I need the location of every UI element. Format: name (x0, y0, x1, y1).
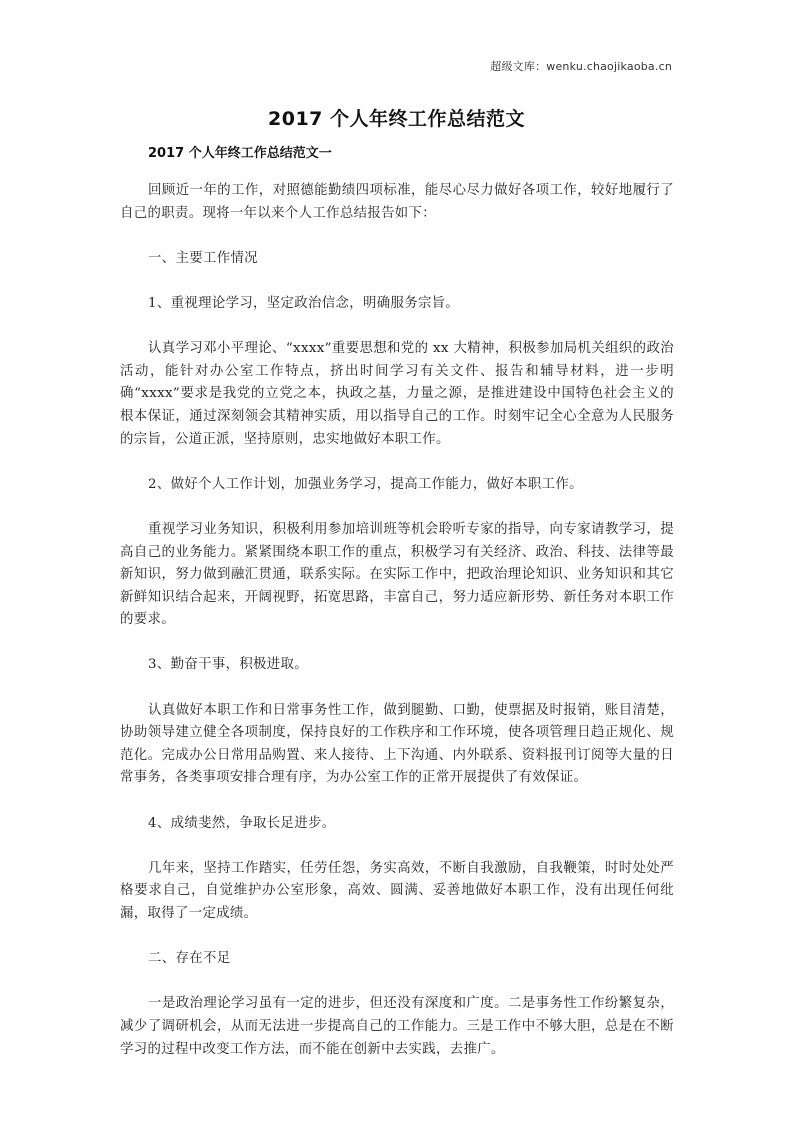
spacer (120, 677, 674, 700)
section-2-body: 一是政治理论学习虽有一定的进步，但还没有深度和广度。二是事务性工作纷繁复杂，减少了调研机会，从而无法进一步提高自己的工作能力。三是工作中不够大胆，总是在不断学习的过程中改变工作方法，而不能在创新中去实践，去推广。 (120, 996, 674, 1057)
document-body (120, 180, 674, 1061)
section-2-heading: 二、存在不足 (148, 951, 231, 967)
item-4-heading: 4、成绩斐然，争取长足进步。 (148, 815, 336, 831)
document-title: 2017 个人年终工作总结范文 (268, 108, 525, 130)
section-1-heading: 一、主要工作情况 (148, 250, 258, 266)
spacer (120, 790, 674, 813)
spacer (120, 971, 674, 994)
item-4-body: 几年来，坚持工作踏实，任劳任怨，务实高效，不断自我激励，自我鞭策，时时处处严格要求自己，自觉维护办公室形象，高效、圆满、妥善地做好本职工作，没有出现任何纰漏，取得了一定成绩。 (120, 860, 674, 921)
item-1-body: 认真学习邓小平理论、“xxxx”重要思想和党的 xx 大精神，积极参加局机关组织的政治活动，能针对办公室工作特点，挤出时间学习有关文件、报告和辅导材料，进一步明确“xxxx”要求是我党的立党之本，执政之基，力量之源，是推进建设中国特色社会主义的根本保证，通过深刻领会其精神实质，用以指导自己的工作。时刻牢记全心全意为人民服务的宗旨，公道正派，坚持原则，忠实地做好本职工作。 (120, 341, 674, 447)
item-3-body: 认真做好本职工作和日常事务性工作，做到腿勤、口勤，使票据及时报销，账目清楚，协助领导建立健全各项制度，保持良好的工作秩序和工作环境，使各项管理日趋正规化、规范化。完成办公日常用品购置、来人接待、上下沟通、内外联系、资料报刊订阅等大量的日常事务，各类事项安排合理有序，为办公室工作的正常开展提供了有效保证。 (120, 702, 674, 786)
item-3-heading: 3、勤奋干事，积极进取。 (148, 657, 309, 673)
spacer (120, 270, 674, 293)
spacer (120, 835, 674, 858)
item-2-heading: 2、做好个人工作计划，加强业务学习，提高工作能力，做好本职工作。 (148, 476, 583, 492)
intro-paragraph: 回顾近一年的工作，对照德能勤绩四项标准，能尽心尽力做好各项工作，较好地履行了自己的职责。现将一年以来个人工作总结报告如下： (120, 183, 674, 221)
item-2-body: 重视学习业务知识，积极利用参加培训班等机会聆听专家的指导，向专家请教学习，提高自己的业务能力。紧紧围绕本职工作的重点，积极学习有关经济、政治、科技、法律等最新知识，努力做到融汇贯通，联系实际。在实际工作中，把政治理论知识、业务知识和其它新鲜知识结合起来，开阔视野，拓宽思路，丰富自己，努力适应新形势、新任务对本职工作的要求。 (120, 521, 674, 628)
document-subtitle: 2017 个人年终工作总结范文一 (148, 146, 332, 161)
spacer (120, 451, 674, 474)
spacer (120, 926, 674, 949)
spacer (120, 316, 674, 339)
spacer (120, 225, 674, 248)
item-1-heading: 1、重视理论学习，坚定政治信念，明确服务宗旨。 (148, 295, 460, 311)
spacer (120, 496, 674, 519)
spacer (120, 632, 674, 655)
source-header: 超级文库：wenku.chaojikaoba.cn (490, 60, 672, 73)
